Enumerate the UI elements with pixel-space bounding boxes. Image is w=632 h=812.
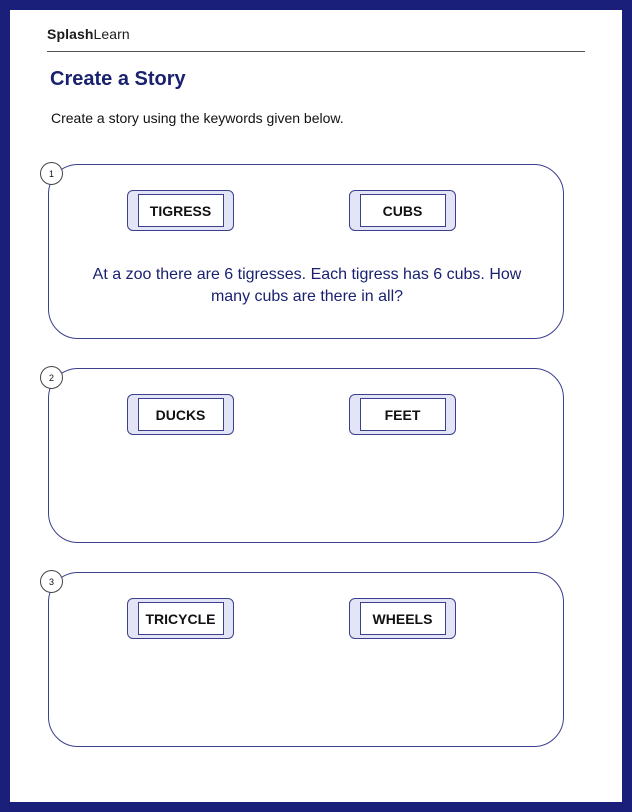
question-number-2: 2 <box>40 366 63 389</box>
question-card-3 <box>48 572 564 747</box>
worksheet-page <box>10 10 622 802</box>
question-card-1 <box>48 164 564 339</box>
story-text: At a zoo there are 6 tigresses. Each tigress has 6 cubs. How many cubs are there in all? <box>92 266 522 305</box>
keyword-box <box>127 598 234 639</box>
keyword-box <box>349 190 456 231</box>
keyword-label: TIGRESS <box>138 194 224 227</box>
keyword-box <box>349 598 456 639</box>
keyword-box <box>127 190 234 231</box>
keyword-label: WHEELS <box>360 602 446 635</box>
keyword-label: CUBS <box>360 194 446 227</box>
splashlearn-logo: SplashLearn <box>47 26 130 42</box>
keyword-box <box>127 394 234 435</box>
keyword-box <box>349 394 456 435</box>
question-card-2 <box>48 368 564 543</box>
header-divider <box>47 51 585 52</box>
question-number-3: 3 <box>40 570 63 593</box>
page-title: Create a Story <box>50 68 186 90</box>
question-number-1: 1 <box>40 162 63 185</box>
keyword-label: FEET <box>360 398 446 431</box>
keyword-label: DUCKS <box>138 398 224 431</box>
keyword-label: TRICYCLE <box>138 602 224 635</box>
instructions-text: Create a story using the keywords given below. <box>51 110 344 126</box>
